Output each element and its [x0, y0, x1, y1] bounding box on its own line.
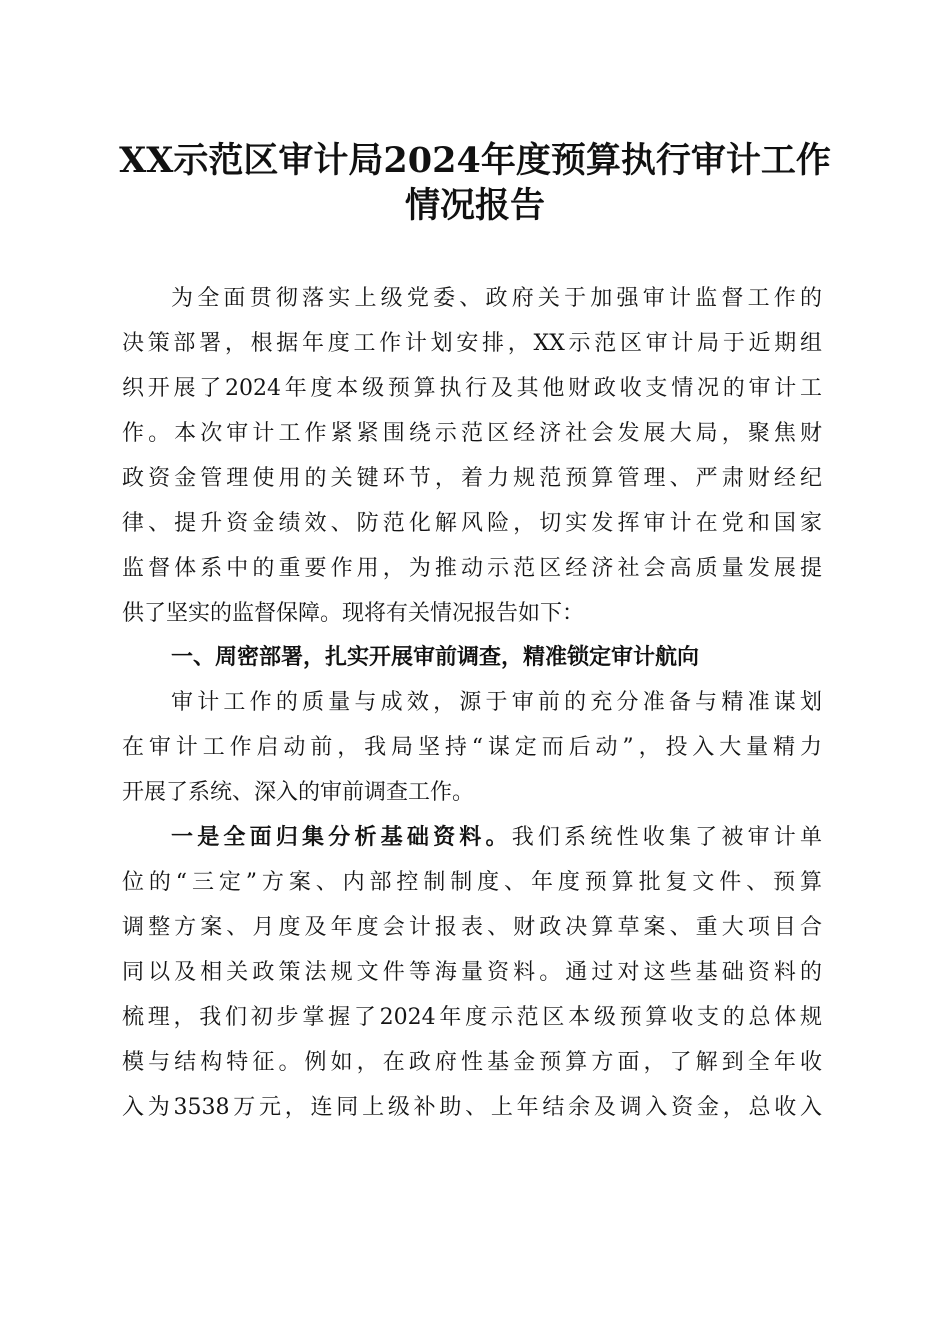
intro-line-4: 作。本次审计工作紧紧围绕示范区经济社会发展大局，聚焦财	[122, 421, 822, 446]
intro-line-2: 决策部署，根据年度工作计划安排，XX示范区审计局于近期组	[122, 331, 822, 356]
document-title-line-1: XX示范区审计局2024年度预算执行审计工作	[119, 140, 831, 181]
intro-line-6: 律、提升资金绩效、防范化解风险，切实发挥审计在党和国家	[122, 511, 822, 536]
point1-lead: 一是全面归集分析基础资料。	[171, 825, 512, 850]
intro-line-7: 监督体系中的重要作用，为推动示范区经济社会高质量发展提	[122, 556, 822, 581]
intro-line-5: 政资金管理使用的关键环节，着力规范预算管理、严肃财经纪	[122, 466, 822, 491]
point1-first-rest: 我们系统性收集了被审计单	[511, 825, 822, 850]
section1-line-2: 在审计工作启动前，我局坚持“谋定而后动”，投入大量精力	[122, 735, 822, 760]
intro-line-3: 织开展了2024年度本级预算执行及其他财政收支情况的审计工	[122, 376, 822, 401]
point1-line-5: 梳理，我们初步掌握了2024年度示范区本级预算收支的总体规	[122, 1005, 822, 1030]
point1-line-1	[171, 823, 822, 853]
intro-line-8: 供了坚实的监督保障。现将有关情况报告如下：	[122, 601, 585, 626]
point1-line-4: 同以及相关政策法规文件等海量资料。通过对这些基础资料的	[122, 960, 822, 985]
section1-line-1: 审计工作的质量与成效，源于审前的充分准备与精准谋划	[171, 690, 822, 715]
document-title-line-2: 情况报告	[404, 185, 545, 226]
intro-line-1: 为全面贯彻落实上级党委、政府关于加强审计监督工作的	[171, 286, 822, 311]
point1-line-3: 调整方案、月度及年度会计报表、财政决算草案、重大项目合	[122, 915, 822, 940]
point1-line-7: 入为3538万元，连同上级补助、上年结余及调入资金，总收入	[122, 1095, 822, 1120]
section-heading-1: 一、周密部署，扎实开展审前调查，精准锁定审计航向	[171, 645, 700, 670]
point1-line-2: 位的“三定”方案、内部控制制度、年度预算批复文件、预算	[122, 870, 822, 895]
point1-line-6: 模与结构特征。例如，在政府性基金预算方面，了解到全年收	[122, 1050, 822, 1075]
section1-line-3: 开展了系统、深入的审前调查工作。	[122, 780, 475, 805]
